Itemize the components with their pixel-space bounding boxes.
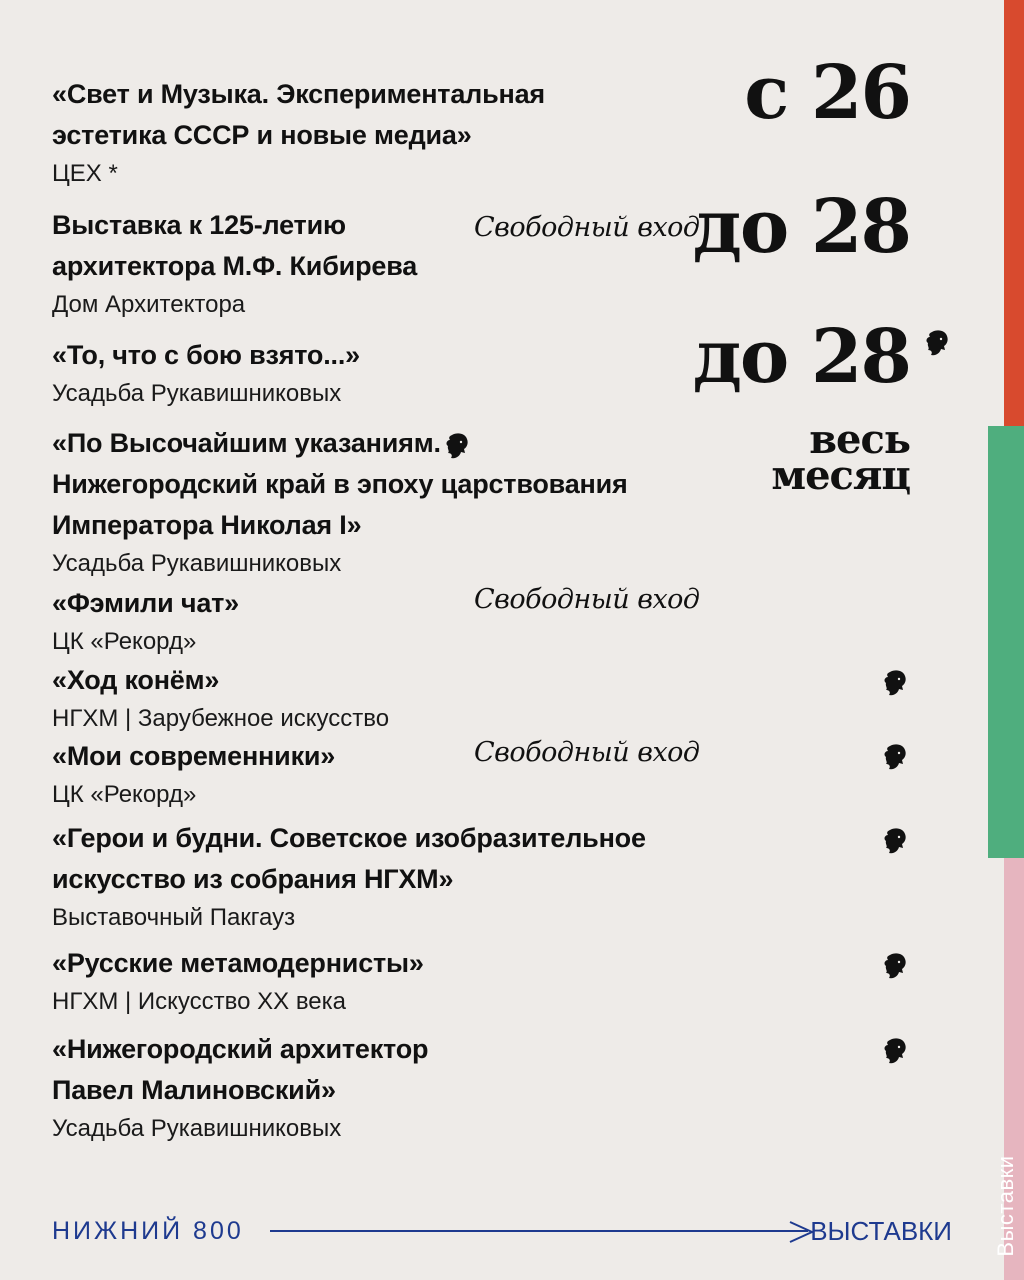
- event-venue: НГХМ | Зарубежное искусство: [52, 705, 390, 732]
- pushkin-profile-icon: [442, 431, 472, 461]
- event-item[interactable]: [52, 423, 672, 582]
- event-date: весь месяц: [771, 416, 910, 499]
- event-venue: Усадьба Рукавишниковых: [52, 380, 342, 407]
- event-title: «Герои и будни. Советское изобразительное искусство из собрания НГХМ»: [52, 823, 646, 894]
- pushkin-profile-icon: [880, 1036, 910, 1066]
- event-title: «Мои современники»: [52, 741, 336, 771]
- footer-divider-line: [270, 1230, 808, 1232]
- pushkin-profile-icon: [880, 826, 910, 856]
- event-item[interactable]: [52, 1029, 672, 1147]
- red-stripe: [1004, 0, 1024, 426]
- brand-logo[interactable]: НИЖНИЙ 800: [52, 1217, 244, 1245]
- event-venue: ЦЕХ *: [52, 160, 118, 187]
- pushkin-profile-icon: [880, 668, 910, 698]
- event-title: «Нижегородский архитектор Павел Малиновский»: [52, 1034, 429, 1105]
- free-entry-label: Свободный вход: [474, 212, 700, 243]
- free-entry-label: Свободный вход: [474, 737, 700, 768]
- event-title: «По Высочайшим указаниям. Нижегородский край в эпоху царствования Императора Николая I»: [52, 428, 628, 540]
- event-title: «Ход конём»: [52, 665, 220, 695]
- event-item[interactable]: [52, 74, 672, 192]
- footer-section-link[interactable]: ВЫСТАВКИ: [810, 1216, 952, 1246]
- event-title: «Русские метамодернисты»: [52, 948, 424, 978]
- event-venue: ЦК «Рекорд»: [52, 628, 197, 655]
- event-item[interactable]: [52, 818, 672, 936]
- event-title: «Свет и Музыка. Экспериментальная эстетика СССР и новые медиа»: [52, 79, 545, 150]
- event-date: до 28: [692, 184, 910, 270]
- event-item[interactable]: [52, 335, 672, 412]
- event-date: с 26: [744, 50, 910, 136]
- event-date: до 28: [692, 314, 910, 400]
- event-venue: Дом Архитектора: [52, 291, 246, 318]
- event-title: «То, что с бою взято...»: [52, 340, 360, 370]
- event-venue: Усадьба Рукавишниковых: [52, 1115, 342, 1142]
- event-item[interactable]: [52, 943, 672, 1020]
- event-venue: Усадьба Рукавишниковых: [52, 550, 342, 577]
- event-item[interactable]: [52, 660, 672, 737]
- event-title: Выставка к 125-летию архитектора М.Ф. Кибирева: [52, 210, 418, 281]
- event-venue: ЦК «Рекорд»: [52, 781, 197, 808]
- pushkin-profile-icon: [880, 951, 910, 981]
- event-title: «Фэмили чат»: [52, 588, 239, 618]
- free-entry-label: Свободный вход: [474, 584, 700, 615]
- section-tab[interactable]: [988, 426, 1024, 1257]
- pushkin-profile-icon: [880, 742, 910, 772]
- section-tab-label: Выставки: [993, 1155, 1018, 1257]
- event-venue: НГХМ | Искусство XX века: [52, 988, 347, 1015]
- event-venue: Выставочный Пакгауз: [52, 904, 296, 931]
- pushkin-profile-icon: [922, 328, 952, 358]
